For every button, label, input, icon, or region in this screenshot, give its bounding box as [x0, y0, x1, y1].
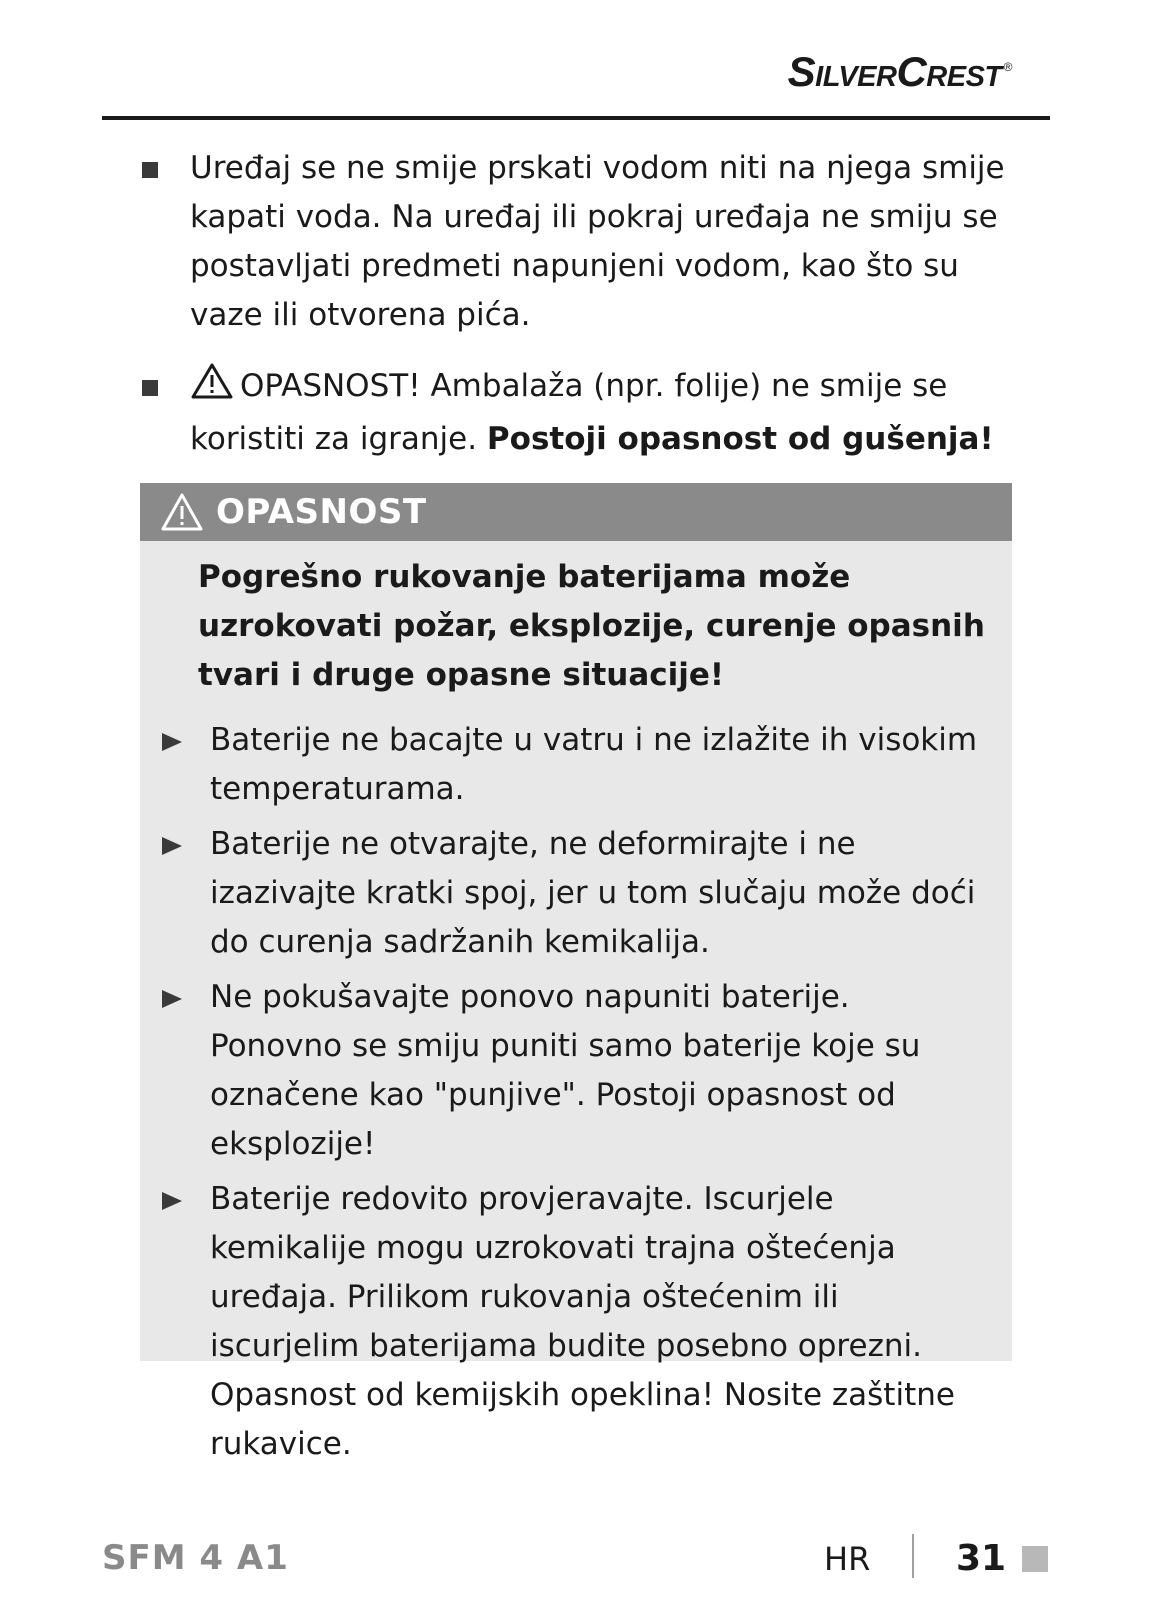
- arrow-bullet-icon: [162, 837, 182, 855]
- list-item: Baterije ne otvarajte, ne deformirajte i ne izazivajte kratki spoj, jer u tom slučaju može doći do curenja sadržanih kemikalija.: [162, 820, 988, 967]
- model-number: SFM 4 A1: [102, 1538, 289, 1578]
- arrow-bullet-icon: [162, 1192, 182, 1210]
- page-marker-icon: [1022, 1546, 1048, 1572]
- bullet-item: [142, 144, 1022, 340]
- danger-header: [140, 483, 1012, 541]
- arrow-bullet-icon: [162, 990, 182, 1008]
- bullet-item: [142, 362, 1022, 464]
- danger-list: [162, 716, 988, 1469]
- danger-title: OPASNOST: [216, 492, 427, 532]
- danger-intro: Pogrešno rukovanje baterijama može uzrokovati požar, eksplozije, curenje opasnih tvari i druge opasne situacije!: [198, 559, 985, 693]
- arrow-bullet-icon: [162, 733, 182, 751]
- square-bullet-icon: [142, 162, 158, 178]
- list-item: Ne pokušavajte ponovo napuniti baterije. Ponovno se smiju puniti samo baterije koje su označene kao "punjive". Postoji opasnost od eksplozije!: [162, 973, 988, 1169]
- danger-box: [140, 483, 1012, 1462]
- page-footer: [102, 1538, 1050, 1578]
- list-item: Baterije ne bacajte u vatru i ne izlažite ih visokim temperaturama.: [162, 716, 988, 814]
- safety-bullets: [142, 144, 1022, 486]
- footer-divider: [912, 1534, 914, 1578]
- header-rule: [102, 116, 1050, 120]
- brand-logo: SilverCrest ®: [787, 48, 1012, 95]
- warning-triangle-icon: [190, 362, 234, 415]
- bullet-text: OPASNOST! Ambalaža (npr. folije) ne smije se koristiti za igranje. Postoji opasnost od gušenja!: [190, 362, 1022, 464]
- warning-triangle-icon: [160, 492, 204, 532]
- page-number: 31: [956, 1538, 1007, 1579]
- square-bullet-icon: [142, 380, 158, 396]
- list-item: Baterije redovito provjeravajte. Iscurjele kemikalije mogu uzrokovati trajna oštećenja uređaja. Prilikom rukovanja oštećenim ili iscurjelim baterijama budite posebno oprezni. Opasnost od kemijskih opeklina! Nosite zaštitne rukavice.: [162, 1175, 988, 1469]
- language-code: HR: [824, 1540, 871, 1578]
- bullet-text: Uređaj se ne smije prskati vodom niti na njega smije kapati voda. Na uređaj ili pokraj uređaja ne smiju se postavljati predmeti napunjeni vodom, kao što su vaze ili otvorena pića.: [190, 150, 1005, 333]
